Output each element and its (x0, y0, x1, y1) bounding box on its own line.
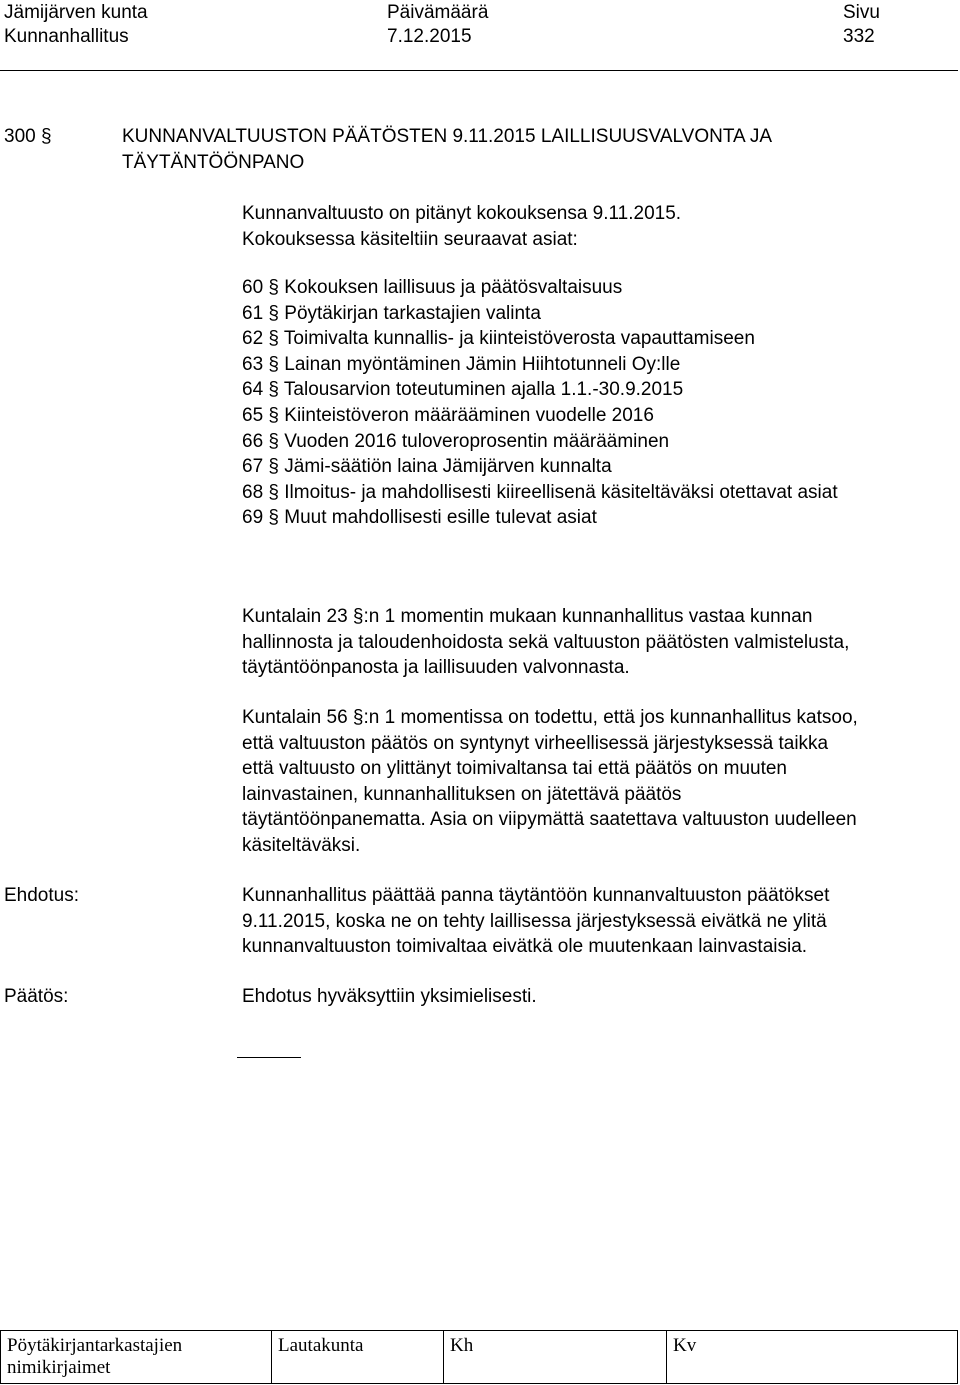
kh-label: Kh (450, 1335, 474, 1356)
agenda-item-number: 60 (242, 277, 264, 298)
signatures-label-line2: nimikirjaimet (7, 1357, 111, 1378)
kh-cell (444, 1331, 667, 1384)
header-page-number: 332 (843, 26, 875, 47)
signatures-label-line1: Pöytäkirjantarkastajien (7, 1335, 183, 1356)
section-sign: § (40, 126, 52, 147)
agenda-item-number: 61 (242, 302, 264, 324)
agenda-item: 63 § Lainan myöntäminen Jämin Hiihtotunneli Oy:lle (242, 353, 681, 375)
section-title-line2: TÄYTÄNTÖÖNPANO (122, 152, 305, 173)
section-title-line1: KUNNANVALTUUSTON PÄÄTÖSTEN 9.11.2015 LAILLISUUSVALVONTA JA (122, 126, 773, 147)
kv-label: Kv (673, 1335, 697, 1356)
agenda-item: 61 § Pöytäkirjan tarkastajien valinta (242, 302, 541, 324)
header-date-label: Päivämäärä (387, 2, 489, 23)
header-divider (0, 70, 958, 71)
agenda-item: 65 § Kiinteistöveron määrääminen vuodelle 2016 (242, 404, 654, 426)
agenda-item: 62 § Toimivalta kunnallis- ja kiinteistöverosta vapauttamiseen (242, 328, 755, 350)
paragraph-line: että valtuuston päätös on syntynyt virheellisessä järjestyksessä taikka (242, 732, 829, 754)
agenda-item: 68 § Ilmoitus- ja mahdollisesti kiireellisenä käsiteltäväksi otettavat asiat (242, 481, 838, 503)
agenda-item-text: Kiinteistöveron määrääminen vuodelle 2016 (284, 404, 654, 426)
section-number-value: 300 (4, 126, 36, 147)
paragraph-line: Kuntalain 56 §:n 1 momentissa on todettu, että jos kunnanhallitus katsoo, (242, 707, 858, 728)
agenda-item-text: Muut mahdollisesti esille tulevat asiat (284, 507, 597, 529)
agenda-item: 66 § Vuoden 2016 tuloveroprosentin määrääminen (242, 430, 670, 452)
agenda-item-text: Ilmoitus- ja mahdollisesti kiireellisenä käsiteltäväksi otettavat asiat (284, 481, 838, 503)
agenda-item-number: 64 (242, 379, 264, 401)
proposal-line: kunnanvaltuuston toimivaltaa eivätkä ole muutenkaan lainvastaisia. (242, 936, 808, 958)
agenda-item: 69 § Muut mahdollisesti esille tulevat asiat (242, 507, 597, 529)
proposal-label: Ehdotus: (4, 885, 79, 906)
paragraph-line: täytäntöönpanematta. Asia on viipymättä saatettava valtuuston uudelleen (242, 809, 857, 831)
header-org: Jämijärven kunta (4, 2, 148, 23)
agenda-item-number: 68 (242, 481, 264, 503)
agenda-item-text: Lainan myöntäminen Jämin Hiihtotunneli Oy:lle (284, 353, 681, 375)
agenda-item-text: Kokouksen laillisuus ja päätösvaltaisuus (284, 277, 623, 298)
agenda-item-number: 65 (242, 404, 264, 426)
board-cell (272, 1331, 444, 1384)
board-label: Lautakunta (278, 1335, 364, 1356)
paragraph-line: käsiteltäväksi. (242, 834, 361, 856)
agenda-item-number: 66 (242, 430, 264, 452)
header-date: 7.12.2015 (387, 26, 472, 47)
agenda-item-number: 63 (242, 353, 264, 375)
proposal-line: 9.11.2015, koska ne on tehty laillisessa järjestyksessä eivätkä ne ylitä (242, 910, 827, 932)
agenda-item: 67 § Jämi-säätiön laina Jämijärven kunnalta (242, 456, 612, 478)
paragraph-line: täytäntöönpanosta ja laillisuuden valvonnasta. (242, 657, 630, 679)
agenda-item-text: Jämi-säätiön laina Jämijärven kunnalta (284, 456, 612, 478)
paragraph-kuntalain-56 (242, 705, 957, 859)
agenda-item-number: 67 (242, 456, 264, 478)
agenda-item-text: Talousarvion toteutuminen ajalla 1.1.-30.9.2015 (283, 379, 684, 401)
agenda-item: 60 § Kokouksen laillisuus ja päätösvaltaisuus (242, 277, 623, 298)
proposal-text (242, 883, 957, 960)
agenda-item: 64 § Talousarvion toteutuminen ajalla 1.1.-30.9.2015 (242, 379, 684, 401)
intro (242, 201, 957, 252)
paragraph-line: että valtuusto on ylittänyt toimivaltansa tai että päätös on muuten (242, 758, 787, 780)
paragraph-line: hallinnosta ja taloudenhoidosta sekä valtuuston päätösten valmistelusta, (242, 631, 850, 653)
intro-line: Kokouksessa käsiteltiin seuraavat asiat: (242, 228, 578, 250)
paragraph-line: Kuntalain 23 §:n 1 momentin mukaan kunnanhallitus vastaa kunnan (242, 606, 813, 627)
section-number (4, 124, 52, 150)
proposal-line: Kunnanhallitus päättää panna täytäntöön kunnanvaltuuston päätökset (242, 885, 830, 906)
agenda-item-text: Pöytäkirjan tarkastajien valinta (284, 302, 541, 324)
header-body: Kunnanhallitus (4, 26, 129, 47)
signatures-cell (1, 1331, 272, 1384)
intro-line: Kunnanvaltuusto on pitänyt kokouksensa 9.11.2015. (242, 203, 682, 224)
agenda-item-text: Toimivalta kunnallis- ja kiinteistöverosta vapauttamiseen (283, 328, 755, 350)
header-page-label: Sivu (843, 2, 880, 23)
agenda-item-text: Vuoden 2016 tuloveroprosentin määrääminen (284, 430, 670, 452)
agenda-item-number: 62 (242, 328, 264, 350)
signature-row (1, 1331, 958, 1384)
decision-text: Ehdotus hyväksyttiin yksimielisesti. (242, 986, 537, 1007)
signature-table (0, 1330, 958, 1384)
decision-label: Päätös: (4, 986, 69, 1007)
agenda-list (242, 275, 957, 531)
kv-cell (667, 1331, 958, 1384)
paragraph-line: lainvastainen, kunnanhallituksen on jätettävä päätös (242, 783, 682, 805)
paragraph-kuntalain-23 (242, 604, 957, 681)
end-divider (237, 1057, 301, 1058)
agenda-item-number: 69 (242, 507, 264, 529)
